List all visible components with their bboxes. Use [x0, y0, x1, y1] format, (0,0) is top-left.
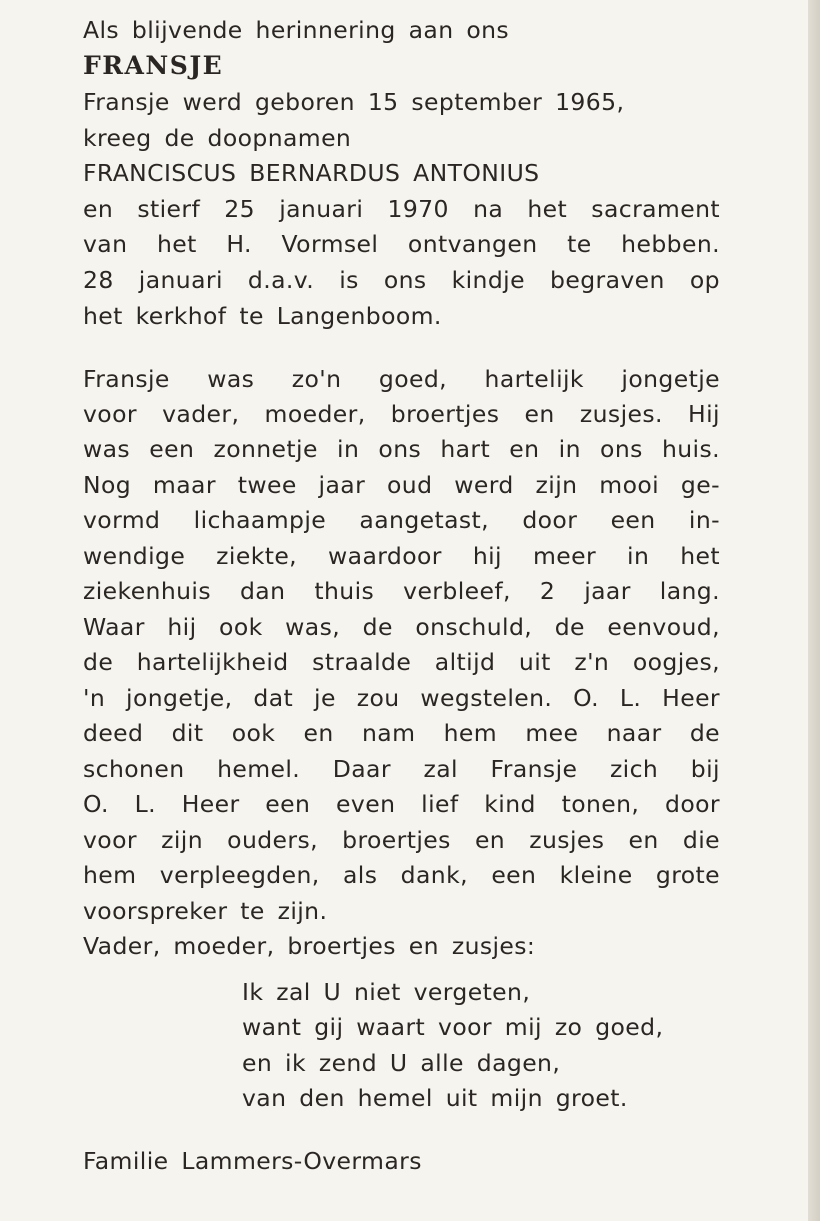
story-line: Vader, moeder, broertjes en zusjes:: [83, 932, 536, 960]
bio-line: van het H. Vormsel ontvangen te hebben.: [83, 230, 720, 258]
story-line: de hartelijkheid straalde altijd uit z'n oogjes,: [83, 648, 720, 676]
bio-line: Fransje werd geboren 15 september 1965,: [83, 88, 625, 116]
story-line: hem verpleegden, als dank, een kleine grote: [83, 861, 720, 889]
intro-line: Als blijvende herinnering aan ons: [83, 16, 510, 44]
story-line: vormd lichaampje aangetast, door een in-: [83, 506, 720, 534]
poem-line: van den hemel uit mijn groet.: [242, 1084, 628, 1112]
child-name-heading: FRANSJE: [83, 51, 224, 80]
story-line: O. L. Heer een even lief kind tonen, door: [83, 790, 720, 818]
bio-line: het kerkhof te Langenboom.: [83, 302, 442, 330]
story-line: wendige ziekte, waardoor hij meer in het: [83, 542, 720, 570]
baptismal-names: FRANCISCUS BERNARDUS ANTONIUS: [83, 159, 540, 187]
story-line: voor zijn ouders, broertjes en zusjes en die: [83, 826, 720, 854]
family-signature: Familie Lammers-Overmars: [83, 1147, 422, 1175]
story-line: 'n jongetje, dat je zou wegstelen. O. L. Heer: [83, 684, 720, 712]
bio-line: 28 januari d.a.v. is ons kindje begraven op: [83, 266, 720, 294]
poem-line: Ik zal U niet vergeten,: [242, 978, 531, 1006]
story-line: was een zonnetje in ons hart en in ons huis.: [83, 435, 720, 463]
story-line: Nog maar twee jaar oud werd zijn mooi ge-: [83, 471, 720, 499]
poem-line: en ik zend U alle dagen,: [242, 1049, 561, 1077]
story-line: deed dit ook en nam hem mee naar de: [83, 719, 720, 747]
story-line: schonen hemel. Daar zal Fransje zich bij: [83, 755, 720, 783]
story-line: voor vader, moeder, broertjes en zusjes. Hij: [83, 400, 720, 428]
poem-line: want gij waart voor mij zo goed,: [242, 1013, 664, 1041]
story-line: Waar hij ook was, de onschuld, de eenvoud,: [83, 613, 720, 641]
story-line: Fransje was zo'n goed, hartelijk jongetje: [83, 365, 720, 393]
story-line: ziekenhuis dan thuis verbleef, 2 jaar lang.: [83, 577, 720, 605]
bio-line: kreeg de doopnamen: [83, 124, 352, 152]
story-line: voorspreker te zijn.: [83, 897, 328, 925]
card-edge-shadow: [808, 0, 820, 1221]
bio-line: en stierf 25 januari 1970 na het sacrament: [83, 195, 720, 223]
